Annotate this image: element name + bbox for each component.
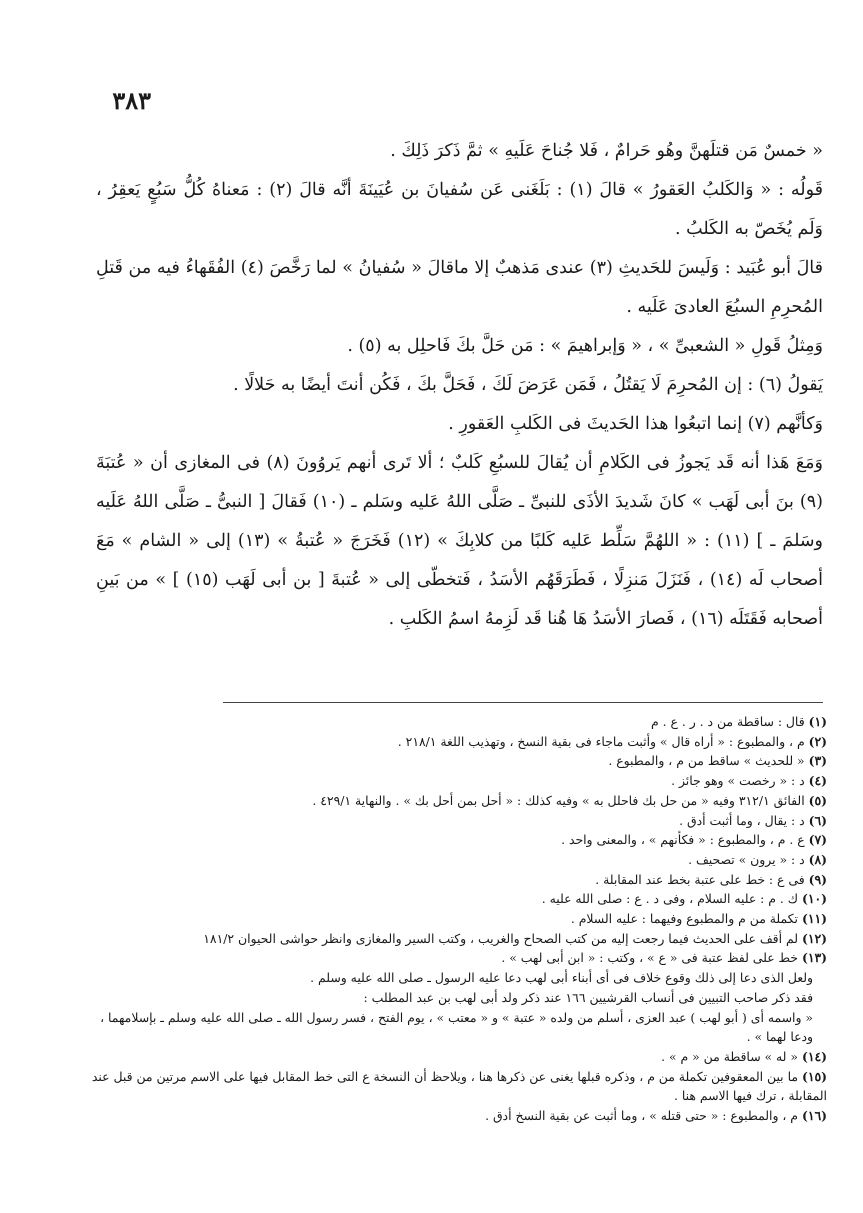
footnote (90, 1106, 827, 1126)
footnote (90, 1047, 827, 1067)
footnote-continuation (90, 968, 827, 988)
page-number: ٣٨٣ (112, 86, 151, 115)
footnote-continuation (90, 1008, 827, 1047)
footnote-number: (١٥) (801, 1068, 827, 1084)
footnote-number: (٧) (808, 832, 827, 848)
paragraph: قالَ أبو عُبَيد : وَلَيسَ للحَديثِ (٣) عندى مَذهبٌ إلا ماقالَ « سُفيانُ » لما رَخَّصَ (٤) الفُقَهاءُ فيه من قَتلِ المُحرِمِ السبُعَ العادىَ عَلَيه . (96, 258, 823, 317)
footnote (90, 850, 827, 870)
footnote (90, 771, 827, 791)
footnote-number: (٣) (808, 753, 827, 769)
paragraph: « خمسٌ مَن قتلَهنَّ وهُو حَرامٌ ، فَلا جُناحَ عَلَيهِ » ثمَّ ذَكرَ ذَلِكَ . (390, 141, 823, 161)
footnote-number: (٥) (808, 792, 827, 808)
footnote (90, 830, 827, 850)
footnote-text: فى ع : خط على عتبة بخط عند المقابلة . (595, 871, 805, 887)
footnote (90, 811, 827, 831)
footnote-text: لم أقف على الحديث فيما رجعت إليه من كتب الصحاح والغريب ، وكتب السير والمغازى وانظر حواشى الحيوان ١٨١/٢ (203, 930, 798, 946)
paragraph: وَكأنَّهم (٧) إنما اتبعُوا هذا الحَديثَ فى الكَلبِ العَقورِ . (448, 414, 823, 434)
footnote (90, 732, 827, 752)
footnote (90, 948, 827, 968)
footnote-number: (١) (808, 714, 827, 729)
footnote-text: ع . م ، والمطبوع : « فكأنهم » ، والمعنى واحد . (561, 832, 805, 848)
footnote-text: خط على لفظ عتبة فى « ع » ، وكتب : « ابن أبى لهب » . (501, 950, 798, 966)
footnote (90, 909, 827, 929)
paragraph: قَولُه : « وَالكَلبُ العَقورُ » قالَ (١) : بَلَغَنى عَن سُفيانَ بن عُيَينَةَ أنَّه قالَ (٢) : مَعناهُ كُلُّ سَبُعٍ يَعقِرُ ، وَلَم يُخَصّ به الكَلبُ . (96, 180, 823, 239)
footnotes (90, 712, 827, 1126)
footnote (90, 712, 827, 732)
footnote-divider (223, 702, 823, 703)
footnote-text: م ، والمطبوع : « أراه قال » وأثبت ماجاء فى بقية النسخ ، وتهذيب اللغة ٢١٨/١ . (397, 733, 805, 749)
footnote (90, 929, 827, 949)
paragraph: يَقولُ (٦) : إن المُحرِمَ لَا يَقتُلُ ، فَمَن عَرَضَ لَكَ ، فَحَلَّ بكَ ، فَكُن أنتَ أيضًا به حَلالًا . (233, 375, 823, 395)
footnote-text: « للحديث » ساقط من م ، والمطبوع . (608, 753, 805, 769)
footnote-number: (١١) (801, 911, 827, 927)
footnote-text: تكملة من م والمطبوع وفيهما : عليه السلام . (570, 911, 798, 927)
footnote-number: (٨) (808, 851, 827, 867)
paragraph: وَمَعَ هَذا أنه قَد يَجوزُ فى الكَلامِ أن يُقالَ للسبُعِ كَلبٌ ؛ ألا تَرى أنهم يَروُونَ (٨) فى المغازى أن « عُتبَةَ (٩) بنَ أبى لَهَب » كانَ شَديدَ الأذَى للنبىِّ ـ صَلَّى اللهُ عَليه وسَلم ـ (١٠) فَقالَ [ النبىُّ ـ صَلَّى اللهُ عَلَيه وسَلمَ ـ ] (١١) : « اللهُمَّ سَلِّط عَليه كَلبًا من كلابِكَ » (١٢) فَخَرَجَ « عُتبةُ » (١٣) إلى « الشام » مَعَ أصحاب لَه (١٤) ، فَنَزَلَ مَنزِلًا ، فَطَرَقَهُم الأسَدُ ، فَتخطّى إلى « عُتبةَ [ بن أبى لَهَب (١٥) ] » من بَينِ أصحابه فَقَتَلَه (١٦) ، فَصارَ الأسَدُ هَا هُنا قَد لَزِمهُ اسمُ الكَلبِ . (96, 453, 823, 629)
footnote-text: ولعل الذى دعا إلى ذلك وقوع خلاف فى أى أبناء أبى لهب دعا عليه الرسول ـ صلى الله عليه وسلم . (310, 970, 813, 986)
footnote-number: (١٤) (801, 1048, 827, 1064)
footnote (90, 791, 827, 811)
footnote (90, 1067, 827, 1106)
footnote-number: (١٣) (801, 950, 827, 966)
footnote-text: « واسمه أى ( أبو لهب ) عبد العزى ، أسلم من ولده « عتبة » و « معتب » ، يوم الفتح ، فسر رسول الله ـ صلى الله عليه وسلم ـ بإسلامهما ، ودعا لهما » . (100, 1009, 813, 1045)
footnote-number: (١٦) (801, 1108, 827, 1124)
footnote-text: ك . م : عليه السلام ، وفى د . ع : صلى الله عليه . (541, 891, 798, 907)
footnote-number: (٢) (808, 733, 827, 749)
footnote-continuation (90, 988, 827, 1008)
footnote-number: (١٠) (801, 891, 827, 907)
footnote-text: قال : ساقطة من د . ر . ع . م (651, 714, 805, 729)
footnote-text: د : يقال ، وما أثبت أدق . (679, 812, 805, 828)
paragraph: وَمِثلُ قَولِ « الشعبىِّ » ، « وَإبراهيمَ » : مَن حَلَّ بكَ فَاحلِل به (٥) . (347, 336, 823, 356)
footnote-text: م ، والمطبوع : « حتى قتله » ، وما أثبت عن بقية النسخ أدق . (485, 1108, 798, 1124)
footnote-number: (٩) (808, 871, 827, 887)
footnote-text: د : « يرون » تصحيف . (688, 851, 805, 867)
main-text (96, 132, 823, 639)
footnote (90, 870, 827, 890)
footnote-text: « له » ساقطة من « م » . (661, 1048, 798, 1064)
footnote (90, 889, 827, 909)
footnote-text: الفائق ٣١٢/١ وفيه « من حل بك فاحلل به » وفيه كذلك : « أحل بمن أحل بك » . والنهاية ٤٢٩/١ . (312, 792, 805, 808)
footnote (90, 751, 827, 771)
footnote-number: (٦) (808, 812, 827, 828)
footnote-number: (١٢) (801, 930, 827, 946)
footnote-text: فقد ذكر صاحب التبيين فى أنساب القرشيين ١٦٦ عند ذكر ولد أبى لهب بن عبد المطلب : (363, 989, 813, 1005)
footnote-text: د : « رخصت » وهو جائز . (671, 773, 805, 789)
footnote-number: (٤) (808, 773, 827, 789)
footnote-text: ما بين المعقوفين تكملة من م ، وذكره قبلها يغنى عن ذكرها هنا ، ويلاحظ أن النسخة ع التى خط المقابل فيها على الاسم مرتين من قبل عند المقابلة ، ترك فيها الاسم هنا . (91, 1068, 827, 1104)
